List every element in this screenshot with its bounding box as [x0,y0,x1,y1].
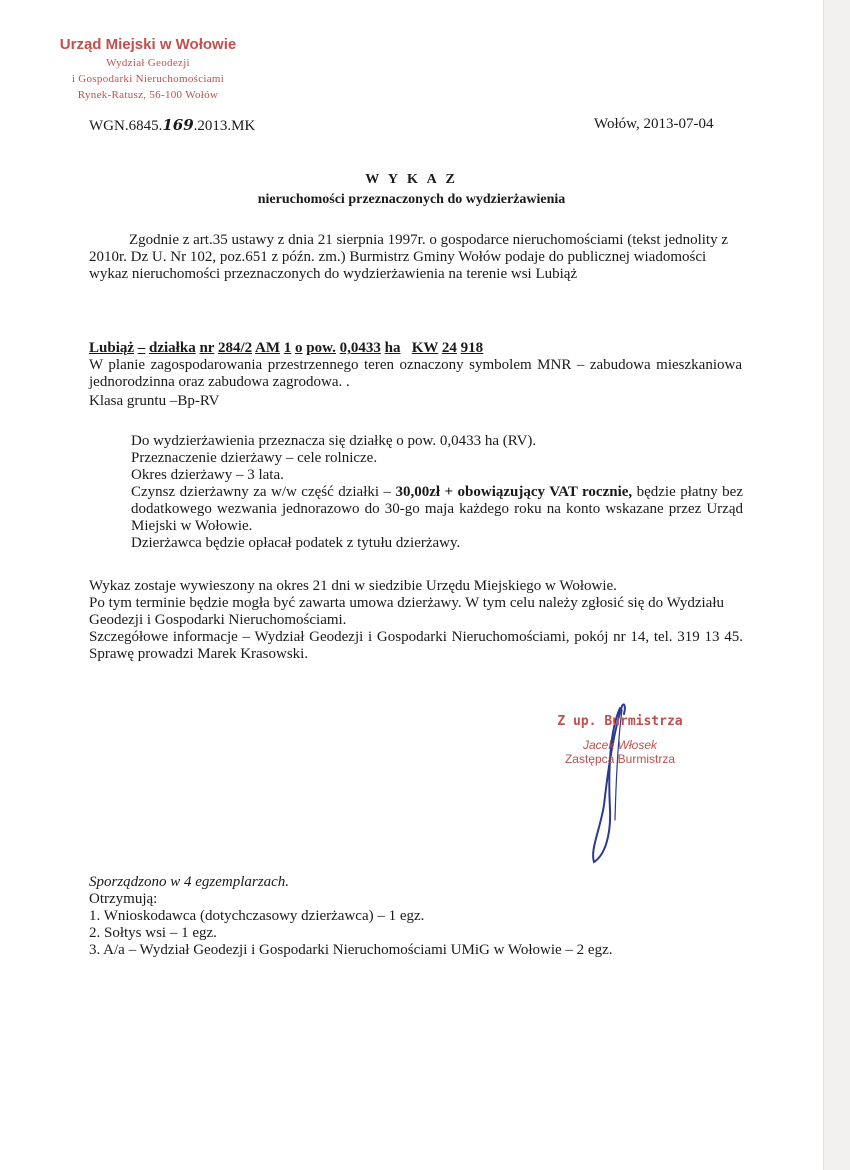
terms-line: Przeznaczenie dzierżawy – cele rolnicze. [131,450,378,466]
lease-terms [131,433,743,552]
plot-unit: ha [384,340,401,356]
ref-suffix: .2013.MK [193,118,256,134]
document-title: W Y K A Z [365,172,458,187]
plot-area: 0,0433 [339,340,381,356]
plot-dash: – [137,340,146,356]
intro-paragraph: Zgodnie z art.35 ustawy z dnia 21 sierpnia 1997r. o gospodarce nieruchomościami (tekst jednolity z 2010r. Dz U. Nr 102, poz.651 z późn. zm.) Burmistrz Gminy Wołów podaje do publicznej wiadomości wykaz nieruchomości przeznaczonych do wydzierżawienia na terenie wsi Lubiąż [89,232,729,282]
terms-line: Okres dzierżawy – 3 lata. [131,467,284,483]
plot-area-o: o [295,340,303,356]
rent-before: Czynsz dzierżawny za w/w część działki – [131,484,396,500]
signature-stamp [520,714,720,766]
info-line: Po tym terminie będzie mogła być zawarta umowa dzierżawy. W tym celu należy zgłosić się do Wydziału Geodezji i Gospodarki Nieruchomościami. [89,595,724,628]
ref-prefix: WGN.6845. [89,118,163,134]
info-line: Szczegółowe informacje – Wydział Geodezji i Gospodarki Nieruchomościami, pokój nr 14, tel. 319 13 45. Sprawę prowadzi Marek Krasowski. [89,629,743,662]
plot-kw-a: 24 [441,340,457,356]
distribution-footer [89,874,739,959]
rent-amount: 30,00zł + obowiązujący VAT rocznie, [395,484,633,500]
reference-number [89,116,255,135]
plot-am-nr: 1 [283,340,292,356]
plot-nr-label: nr [199,340,215,356]
place-date: Wołów, 2013-07-04 [594,116,714,132]
receiver-item: 3. A/a – Wydział Geodezji i Gospodarki Nieruchomościami UMiG w Wołowie – 2 egz. [89,942,613,958]
terms-line: Do wydzierżawienia przeznacza się działkę o pow. 0,0433 ha (RV). [131,433,537,449]
info-line: Wykaz zostaje wywieszony na okres 21 dni w siedzibie Urzędu Miejskiego w Wołowie. [89,578,617,594]
plot-am-label: AM [255,340,281,356]
plot-area-pow: pow. [306,340,336,356]
rent-after: będzie płatny bez dodatkowego wezwania jednorazowo do 30-go maja każdego roku na konto wskazane przez Urząd Miejski w Wołowie. [131,484,743,534]
scan-edge [823,0,850,1170]
stamp-line: i Gospodarki Nieruchomościami [71,73,225,85]
info-block [89,578,743,663]
soil-class: Klasa gruntu –Bp-RV [89,393,220,409]
stamp-line: Wydział Geodezji [106,57,190,69]
office-stamp [48,36,248,103]
document-subtitle: nieruchomości przeznaczonych do wydzierżawienia [257,192,566,207]
receivers-label: Otrzymują: [89,891,158,907]
plot-parcel-label: działka [149,340,196,356]
plot-village: Lubiąż [89,340,135,356]
signature-name: Jacek Włosek [582,738,658,752]
terms-line: Dzierżawca będzie opłacał podatek z tytułu dzierżawy. [131,535,461,551]
stamp-title: Urząd Miejski w Wołowie [59,36,237,53]
plan-paragraph: W planie zagospodarowania przestrzennego teren oznaczony symbolem MNR – zabudowa mieszkaniowa jednorodzinna oraz zabudowa zagrodowa. . [89,357,742,390]
rent-paragraph [131,484,743,535]
receiver-item: 1. Wnioskodawca (dotychczasowy dzierżawca) – 1 egz. [89,908,425,924]
plot-kw-b: 918 [460,340,484,356]
ref-handwritten: 169 [162,116,194,134]
receiver-item: 2. Sołtys wsi – 1 egz. [89,925,217,941]
copies-note: Sporządzono w 4 egzemplarzach. [89,874,290,890]
signature-authority: Z up. Burmistrza [557,714,683,729]
plot-heading [89,340,483,357]
plot-parcel-nr: 284/2 [217,340,253,356]
plot-kw-label: KW [411,340,439,356]
signature-role: Zastępca Burmistrza [564,752,676,766]
stamp-line: Rynek-Ratusz, 56-100 Wołów [77,89,219,101]
